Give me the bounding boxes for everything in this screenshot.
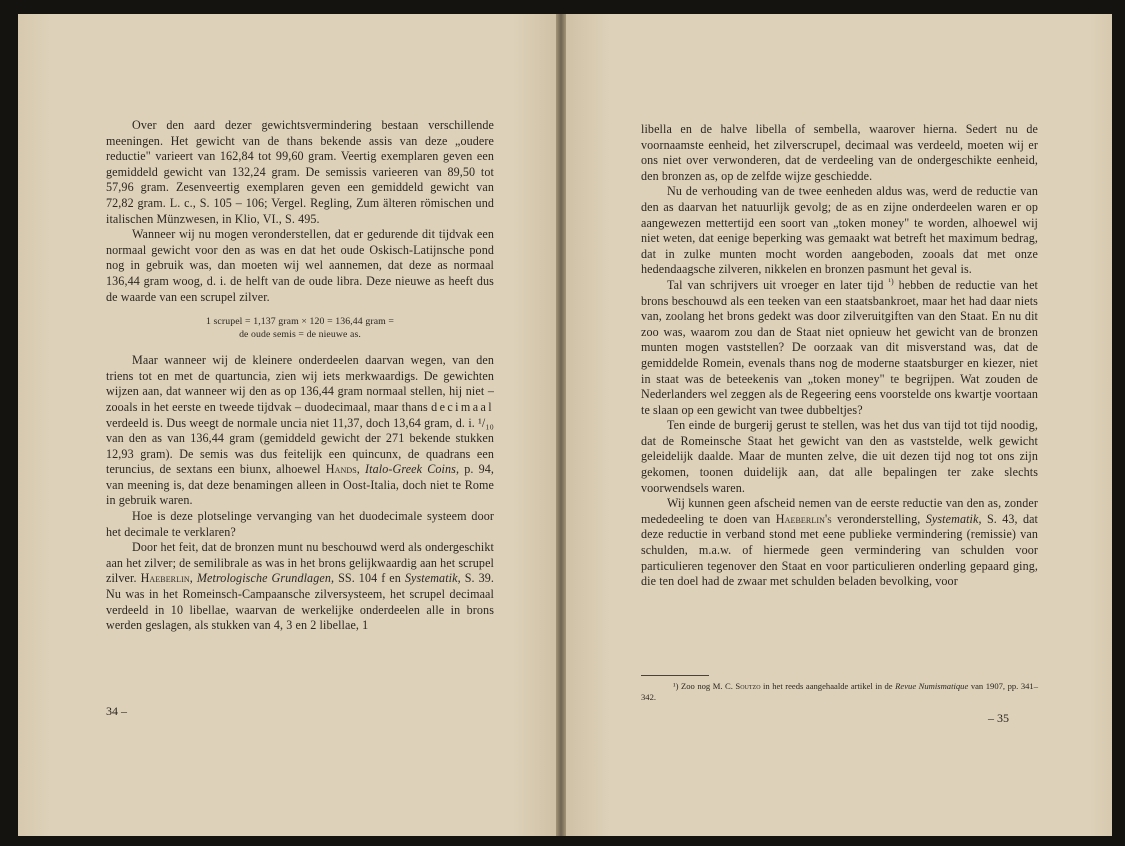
- book-spread: [18, 14, 1112, 836]
- paragraph: Door het feit, dat de bronzen munt nu beschouwd werd als ondergeschikt aan het zilver; de semilibrale as was in het brons gelijkwaardig aan het scrupel zilver. Haeberlin, Metrologische Grundlagen, SS. 104 f en Systematik, S. 39. Nu was in het Romeinsch-Campaansche zilversysteem, het scrupel decimaal verdeeld in 10 libellae, waarvan de werkelijke onderdeelen alle in brons werden geslagen, als stukken van 4, 3 en 2 libellae, 1: [106, 540, 495, 633]
- right-page-body: [641, 122, 1038, 590]
- paragraph: Wanneer wij nu mogen veronderstellen, dat er gedurende dit tijdvak een normaal gewicht voor den as was en dat het oude Oskisch-Latijnsche pond nog in gebruik was, dan moeten wij wel aannemen, dat deze as normaal 136,44 gram woog, d. i. de helft van de oude libra. Deze nieuwe as heeft dus de waarde van een scrupel zilver.: [106, 227, 494, 304]
- book-title: Metrologische Grundlagen,: [196, 571, 335, 586]
- paragraph: Over den aard dezer gewichtsvermindering bestaan verschillende meeningen. Het gewicht van de thans bekende assis van deze „oudere reductie" varieert van 162,84 tot 99,60 gram. Veertig exemplaren geven een gemiddeld gewicht van 132,24 gram. De semissis varieeren van 89,50 tot 57,96 gram. Zesenveertig exemplaren geven een gemiddeld gewicht van 72,82 gram. L. c., S. 105 – 106; Vergel. Regling, Zum älteren römischen und italischen Münzwesen, in Klio, VI., S. 495.: [106, 118, 494, 226]
- author-name: Hands,: [325, 462, 360, 477]
- paragraph: Ten einde de burgerij gerust te stellen, was het dus van tijd tot tijd noodig, dat de Romeinsche Staat het gewicht van den as vaststelde, welk gewicht geleidelijk daalde. Maar de munten zelve, die uit dezen tijd nog tot ons zijn gekomen, toonen duidelijk aan, dat alle bepalingen ter zake slechts voorwendsels waren.: [641, 418, 1038, 495]
- author-name: Haeberlin,: [140, 571, 193, 586]
- author-name: Haeberlin's: [775, 511, 832, 526]
- footnote: ¹) Zoo nog M. C. Soutzo in het reeds aangehaalde artikel in de Revue Numismatique van 1907, pp. 341–342.: [641, 681, 1039, 702]
- paragraph: libella en de halve libella of sembella, waarover hierna. Sedert nu de voornaamste eenheid, het zilverscrupel, decimaal was verdeeld, moeten wij er ons niet over verwonderen, dat de verdeeling van de ondergeschikte eenheid, den bronzen as, op de zelfde wijze geschiedde.: [641, 122, 1038, 183]
- footnote-rule: [641, 675, 709, 676]
- paragraph: Hoe is deze plotselinge vervanging van het duodecimale systeem door het decimale te verklaren?: [106, 509, 494, 539]
- paragraph: Tal van schrijvers uit vroeger en later tijd $^{^1)}$ hebben de reductie van het brons beschouwd als een teeken van een staatsbankroet, maar het had daar niets van, zoolang het brons gedekt was door zilveruitgiften van den Staat. En nu dit zoo was, waarom zou dan de Staat niet opnieuw het gewicht van de bronzen munten mogen vaststellen? De oorzaak van dit misverstand was, dat de gemiddelde Romein, evenals thans nog de moderne staatsburger en kiezer, niet in staat was de beteekenis van „token money" te begrijpen. Wat zouden de Nederlanders wel zeggen als de Regeering eens voorstelde ons kwartje voortaan te slaan op een gewicht van twee dubbeltjes?: [641, 276, 1039, 417]
- author-name: Soutzo: [735, 681, 761, 691]
- emphasis-spaced: decimaal: [431, 399, 495, 414]
- formula-line: 1 scrupel = 1,137 gram × 120 = 136,44 gram =: [205, 316, 395, 328]
- left-page: [18, 14, 556, 836]
- footnote-reference: ¹): [888, 276, 894, 286]
- paragraph: Wij kunnen geen afscheid nemen van de eerste reductie van den as, zonder mededeeling te doen van Haeberlin's veronderstelling, Systematik, S. 43, dat deze reductie in verband stond met eene publieke vermindering (remissie) van schulden, m.a.w. of hiermede geen vermindering van schulden voor particulieren tegenover den Staat en voor particulieren onderling gepaard ging, die ten doel had de zwaar met schulden beladen bevolking, voor: [641, 496, 1039, 589]
- page-number-left: 34 –: [106, 704, 127, 718]
- book-gutter: [556, 14, 566, 836]
- formula-line: de oude semis = de nieuwe as.: [239, 329, 361, 341]
- left-page-body: [106, 118, 494, 634]
- paragraph: Nu de verhouding van de twee eenheden aldus was, werd de reductie van den as daarvan het natuurlijk gevolg; de as en zijne onderdeelen waren er op aangewezen mettertijd een soort van „token money" te worden, alhoewel wij niet weten, dat eenige beperking was gemaakt wat betreft het maximum bedrag, dat in zulke munten mocht worden aangeboden, zooals dat met onze hedendaagsche zilveren, nikkelen en bronzen pasmunt het geval is.: [641, 184, 1038, 277]
- right-page: [566, 14, 1112, 836]
- journal-title: Revue Numismatique: [895, 681, 969, 691]
- footnote-mark: ¹): [673, 681, 679, 691]
- formula: [106, 315, 494, 341]
- book-title: Systematik,: [404, 571, 461, 586]
- book-title: Italo-Greek Coins,: [365, 462, 460, 477]
- book-title: Systematik,: [925, 511, 982, 526]
- paragraph: Maar wanneer wij de kleinere onderdeelen daarvan wegen, van den triens tot en met de quartuncia, zien wij iets merkwaardigs. De gewichten wijzen aan, dat wanneer wij den as op 136,44 gram normaal stellen, hij niet – zooals in het eerste en tweede tijdvak – duodecimaal, maar thans decimaal verdeeld is. Dus weegt de normale uncia niet 11,37, doch 13,64 gram, d. i. ¹/₁₀ van den as van 136,44 gram (gemiddeld gewicht der 271 bekende stukken 12,93 gram). De semis was dus feitelijk een quincunx, de quadrans een teruncius, de sextans een biunx, alhoewel Hands, Italo-Greek Coins, p. 94, van meening is, dat deze benamingen alleen in Oost-Italia, doch niet te Rome in gebruik waren.: [106, 353, 495, 508]
- page-number-right: – 35: [988, 711, 1009, 725]
